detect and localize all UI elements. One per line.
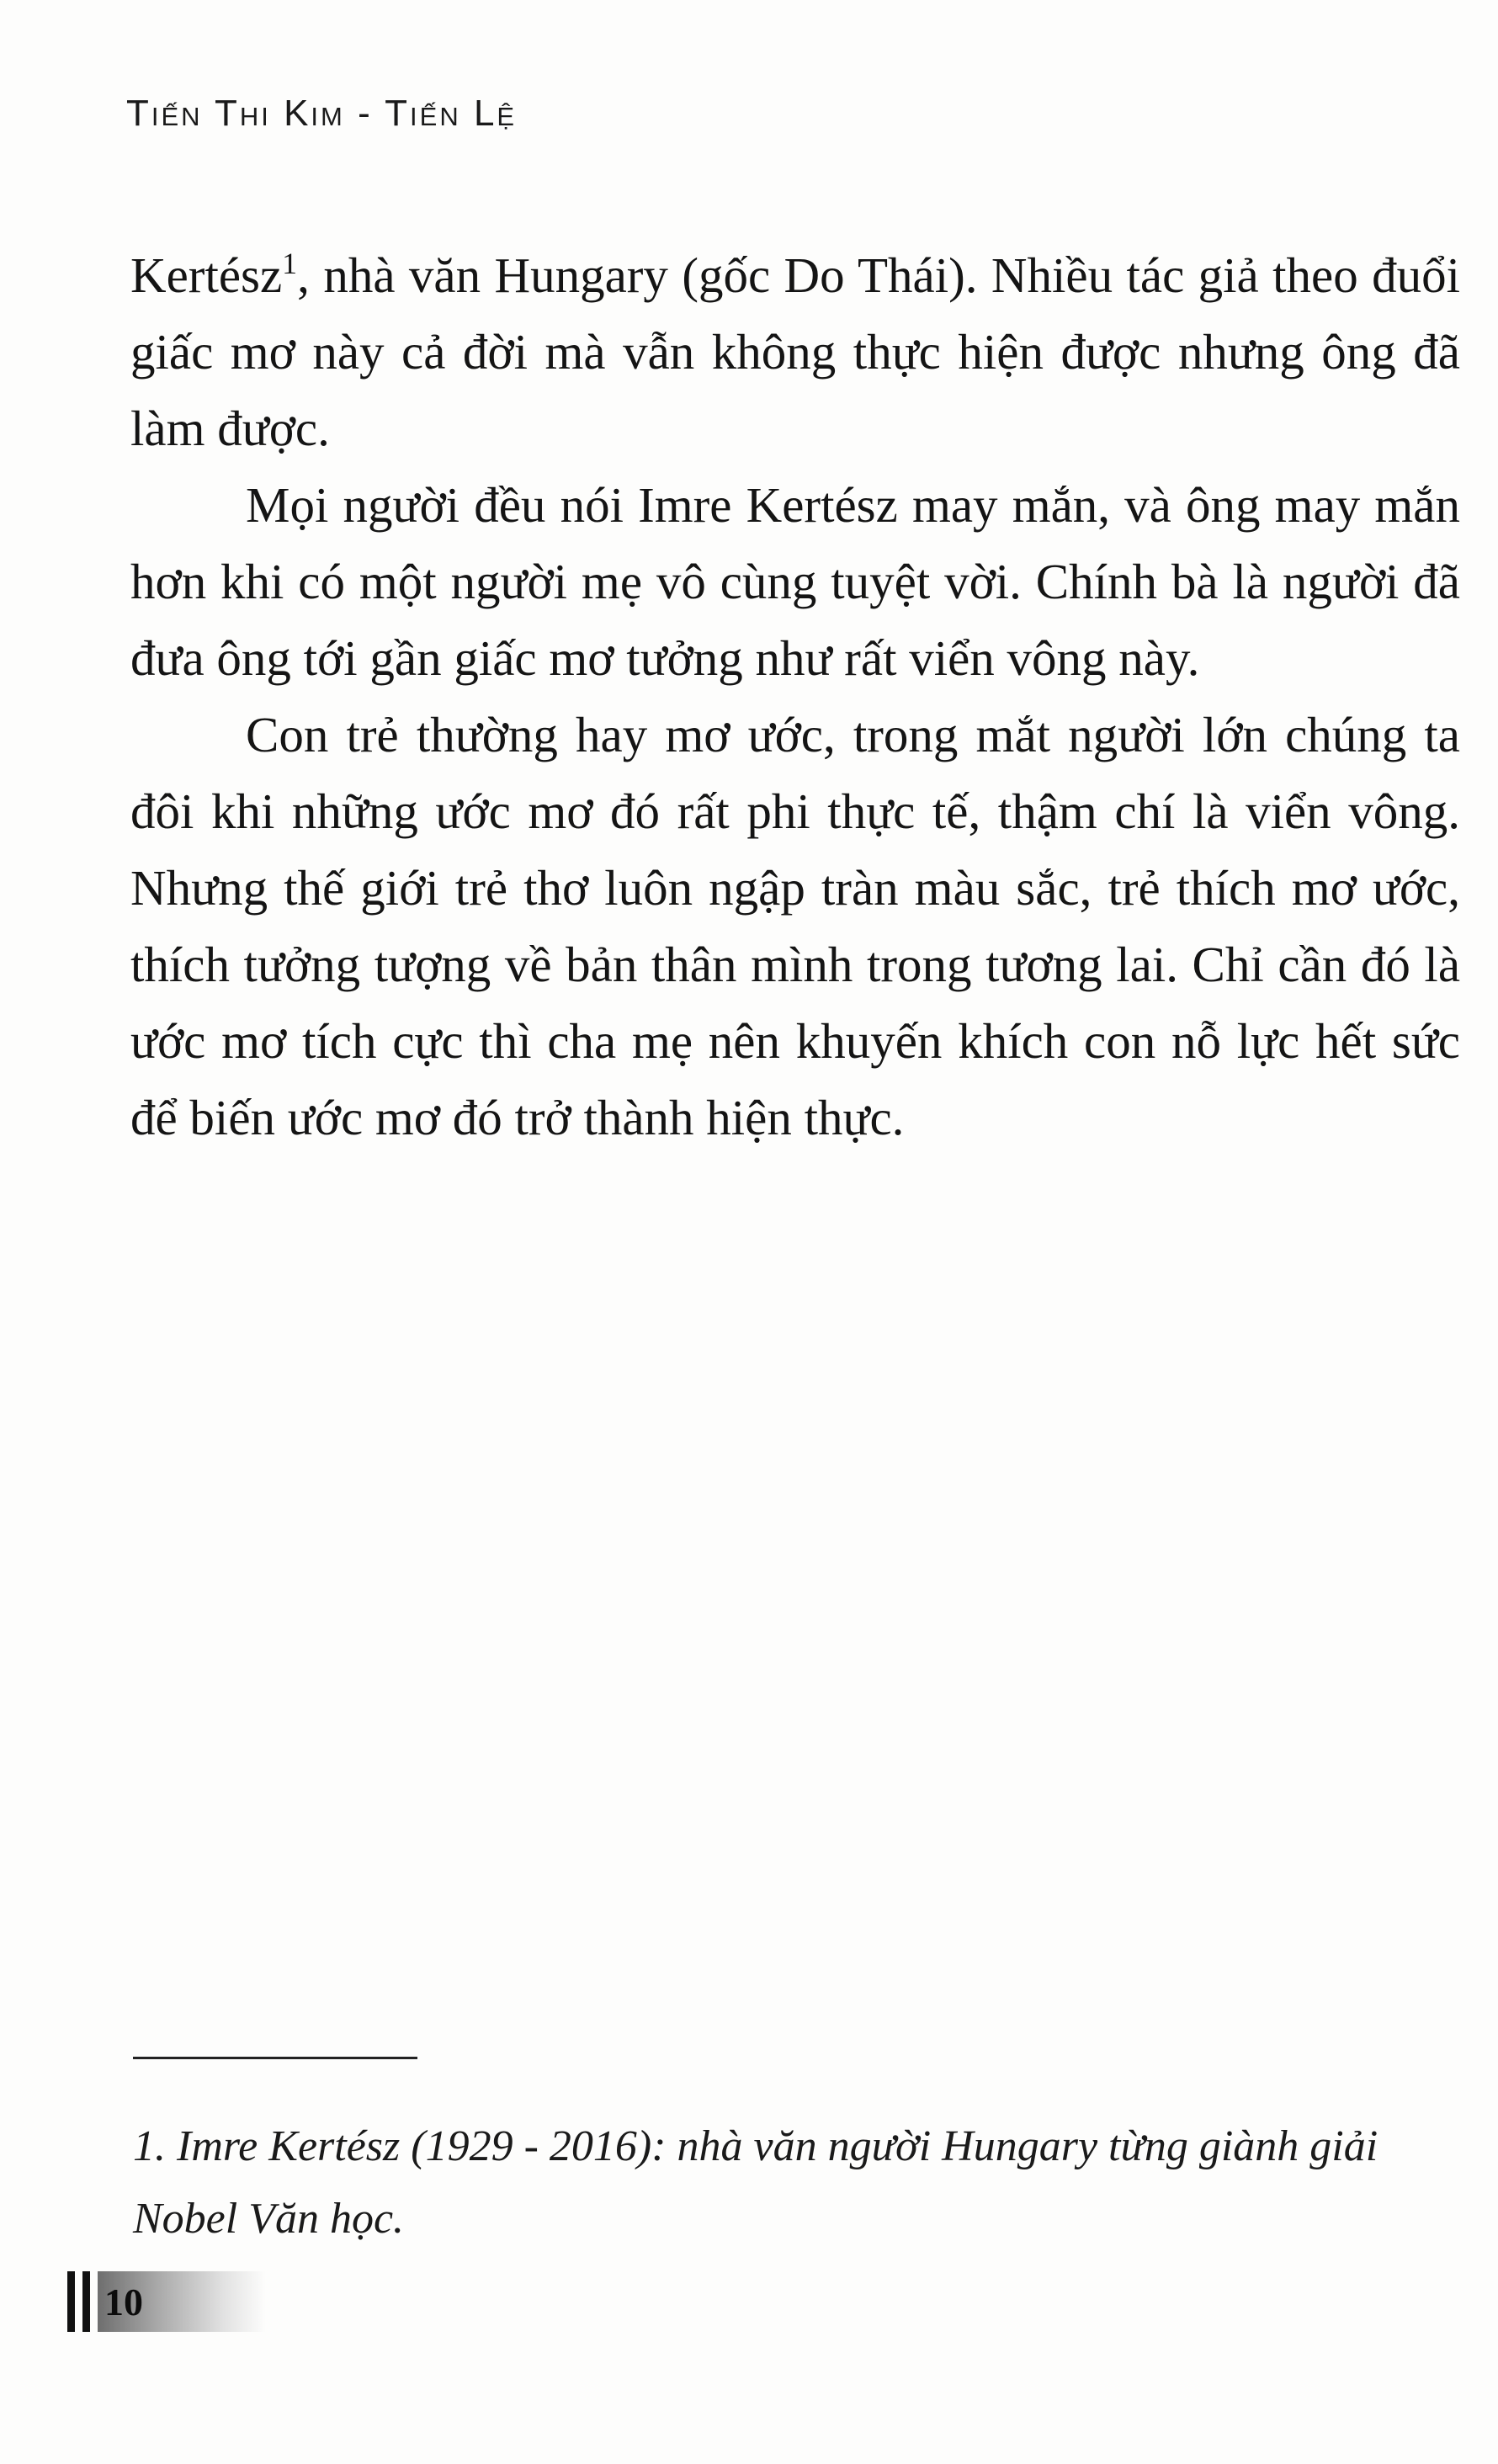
body-text [130,237,1460,1156]
page-number-block [67,2270,266,2333]
footnote-divider [133,2057,417,2059]
folio-bar-left [67,2271,75,2332]
paragraph-1-rest: , nhà văn Hungary (gốc Do Thái). Nhiều tác giả theo đuổi giấc mơ này cả đời mà vẫn không thực hiện được nhưng ông đã làm được. [130,247,1460,456]
paragraph-2: Mọi người đều nói Imre Kertész may mắn, và ông may mắn hơn khi có một người mẹ vô cùng tuyệt vời. Chính bà là người đã đưa ông tới gần giấc mơ tưởng như rất viển vông này. [130,477,1460,686]
running-header: Tiến Thi Kim - Tiến Lệ [126,93,518,134]
folio-gradient-box [98,2271,266,2332]
footnote: 1. Imre Kertész (1929 - 2016): nhà văn người Hungary từng giành giải Nobel Văn học. [133,2122,1378,2243]
footnote-reference: 1 [282,247,298,280]
paragraph-3: Con trẻ thường hay mơ ước, trong mắt người lớn chúng ta đôi khi những ước mơ đó rất phi thực tế, thậm chí là viển vông. Nhưng thế giới trẻ thơ luôn ngập tràn màu sắc, trẻ thích mơ ước, thích tưởng tượng về bản thân mình trong tương lai. Chỉ cần đó là ước mơ tích cực thì cha mẹ nên khuyến khích con nỗ lực hết sức để biến ước mơ đó trở thành hiện thực. [130,707,1460,1145]
folio-bar-right [82,2271,90,2332]
page-number: 10 [104,2280,143,2323]
paragraph-1 [130,237,1460,467]
paragraph-1-start: Kertész [130,247,283,303]
